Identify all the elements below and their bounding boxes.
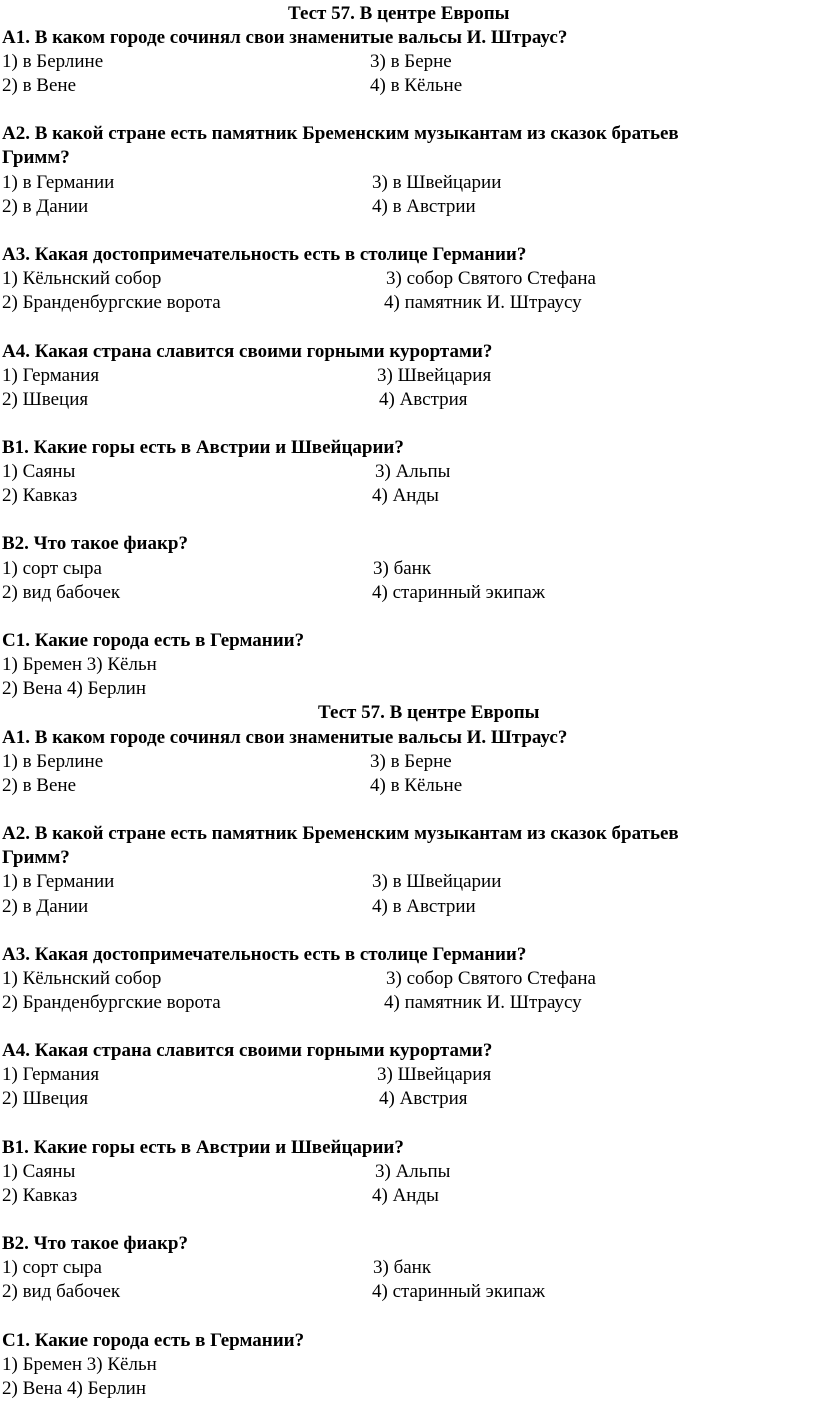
- option: 3) в Берне: [370, 751, 452, 772]
- option: 2) вид бабочек: [2, 582, 121, 603]
- option: 2) Бранденбургские ворота: [2, 992, 221, 1013]
- question-a3: А3. Какая достопримечательность есть в столице Германии?: [2, 944, 527, 965]
- question-a3: А3. Какая достопримечательность есть в столице Германии?: [2, 244, 527, 265]
- option: 1) в Берлине: [2, 751, 104, 772]
- question-c1: С1. Какие города есть в Германии?: [2, 1330, 305, 1351]
- option: 3) Альпы: [375, 461, 451, 482]
- option: 1) в Германии: [2, 871, 115, 892]
- question-a4: А4. Какая страна славится своими горными курортами?: [2, 1040, 493, 1061]
- option: 4) старинный экипаж: [372, 582, 545, 603]
- question-a1: А1. В каком городе сочинял свои знаменитые вальсы И. Штраус?: [2, 27, 568, 48]
- option: 4) старинный экипаж: [372, 1281, 545, 1302]
- question-b1: В1. Какие горы есть в Австрии и Швейцарии?: [2, 437, 404, 458]
- option: 1) Кёльнский собор: [2, 968, 162, 989]
- option: 2) Кавказ: [2, 1185, 78, 1206]
- option: 4) Австрия: [379, 1088, 468, 1109]
- question-a1: А1. В каком городе сочинял свои знаменитые вальсы И. Штраус?: [2, 727, 568, 748]
- question-a2-cont: Гримм?: [2, 847, 70, 868]
- question-a4: А4. Какая страна славится своими горными курортами?: [2, 341, 493, 362]
- option: 4) в Австрии: [372, 896, 476, 917]
- option: 4) в Австрии: [372, 196, 476, 217]
- option: 2) Вена 4) Берлин: [2, 678, 147, 699]
- option: 1) Саяны: [2, 1161, 76, 1182]
- option: 3) Швейцария: [377, 365, 492, 386]
- question-b2: В2. Что такое фиакр?: [2, 1233, 189, 1254]
- option: 1) в Германии: [2, 172, 115, 193]
- option: 4) Австрия: [379, 389, 468, 410]
- option: 4) в Кёльне: [370, 775, 463, 796]
- option: 2) Кавказ: [2, 485, 78, 506]
- option: 3) в Швейцарии: [372, 871, 502, 892]
- option: 2) в Дании: [2, 896, 89, 917]
- option: 3) в Берне: [370, 51, 452, 72]
- option: 2) Швеция: [2, 1088, 89, 1109]
- option: 1) в Берлине: [2, 51, 104, 72]
- option: 4) Анды: [372, 485, 439, 506]
- option: 1) Бремен 3) Кёльн: [2, 1354, 157, 1375]
- option: 3) Швейцария: [377, 1064, 492, 1085]
- question-a2: А2. В какой стране есть памятник Бременским музыкантам из сказок братьев: [2, 823, 679, 844]
- question-a2: А2. В какой стране есть памятник Бременским музыкантам из сказок братьев: [2, 123, 679, 144]
- option: 1) Кёльнский собор: [2, 268, 162, 289]
- option: 3) банк: [373, 558, 432, 579]
- option: 2) в Вене: [2, 75, 77, 96]
- option: 1) Германия: [2, 365, 100, 386]
- option: 1) Бремен 3) Кёльн: [2, 654, 157, 675]
- option: 2) в Дании: [2, 196, 89, 217]
- test-title: Тест 57. В центре Европы: [318, 702, 540, 723]
- option: 3) собор Святого Стефана: [386, 968, 596, 989]
- question-b2: В2. Что такое фиакр?: [2, 533, 189, 554]
- option: 3) в Швейцарии: [372, 172, 502, 193]
- option: 4) памятник И. Штраусу: [384, 292, 582, 313]
- option: 2) в Вене: [2, 775, 77, 796]
- option: 2) Бранденбургские ворота: [2, 292, 221, 313]
- option: 4) Анды: [372, 1185, 439, 1206]
- question-c1: С1. Какие города есть в Германии?: [2, 630, 305, 651]
- option: 1) Саяны: [2, 461, 76, 482]
- option: 4) памятник И. Штраусу: [384, 992, 582, 1013]
- option: 3) Альпы: [375, 1161, 451, 1182]
- test-title: Тест 57. В центре Европы: [288, 3, 510, 24]
- question-a2-cont: Гримм?: [2, 147, 70, 168]
- option: 3) банк: [373, 1257, 432, 1278]
- question-b1: В1. Какие горы есть в Австрии и Швейцарии?: [2, 1137, 404, 1158]
- option: 1) Германия: [2, 1064, 100, 1085]
- option: 4) в Кёльне: [370, 75, 463, 96]
- option: 2) вид бабочек: [2, 1281, 121, 1302]
- option: 1) сорт сыра: [2, 558, 102, 579]
- option: 1) сорт сыра: [2, 1257, 102, 1278]
- option: 2) Швеция: [2, 389, 89, 410]
- option: 2) Вена 4) Берлин: [2, 1378, 147, 1399]
- option: 3) собор Святого Стефана: [386, 268, 596, 289]
